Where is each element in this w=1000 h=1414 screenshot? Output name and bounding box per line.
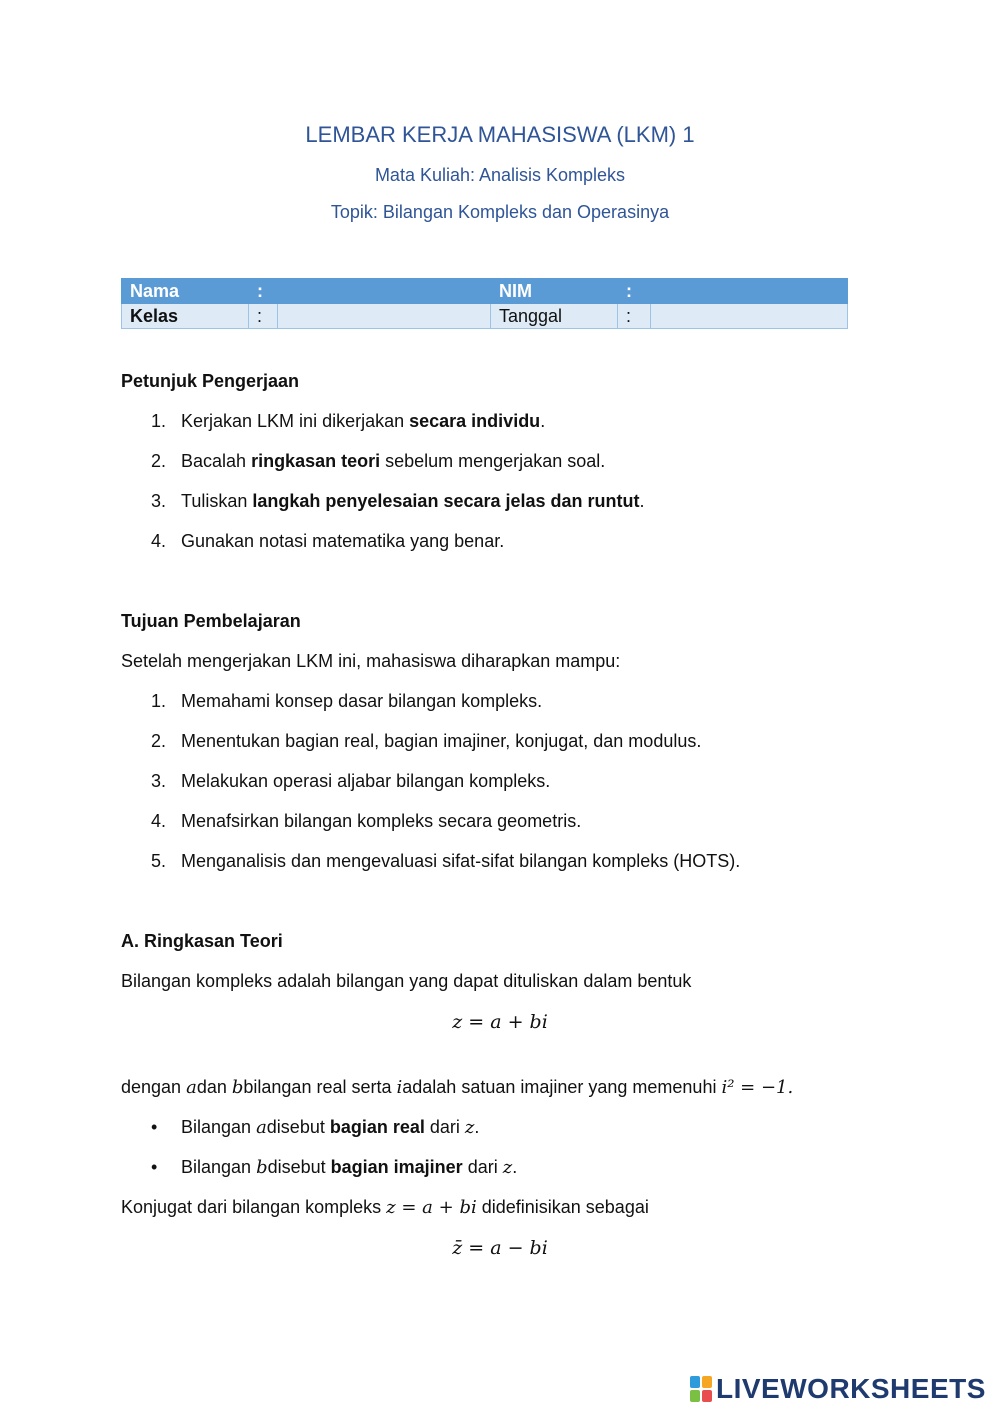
kelas-colon: : xyxy=(249,304,278,329)
logo-tile xyxy=(702,1390,712,1402)
bullet-item xyxy=(151,1117,479,1138)
list-item xyxy=(151,691,542,712)
bullet-item xyxy=(151,1157,517,1178)
list-item xyxy=(151,411,545,432)
list-bold: secara individu xyxy=(409,411,541,431)
tanggal-colon: : xyxy=(618,304,651,329)
list-number: 1. xyxy=(151,411,167,431)
text-segment: bilangan real serta xyxy=(243,1077,397,1097)
list-bold: langkah penyelesaian secara jelas dan runtut xyxy=(252,491,640,511)
var-a: a xyxy=(256,1117,267,1138)
text-segment: disebut xyxy=(266,1117,330,1137)
logo-tile xyxy=(690,1390,700,1402)
list-item xyxy=(151,811,581,832)
equation-standard-form: z = a + bi xyxy=(452,1011,548,1033)
list-bold: ringkasan teori xyxy=(251,451,381,471)
nim-field[interactable] xyxy=(651,279,848,304)
bold-term: bagian imajiner xyxy=(330,1157,463,1177)
list-text: Memahami konsep dasar bilangan kompleks. xyxy=(181,691,543,711)
text-segment: . xyxy=(512,1157,518,1177)
liveworksheets-logo[interactable] xyxy=(690,1373,986,1405)
list-text: Kerjakan LKM ini dikerjakan xyxy=(181,411,410,431)
tujuan-intro: Setelah mengerjakan LKM ini, mahasiswa diharapkan mampu: xyxy=(121,651,621,671)
petunjuk-heading: Petunjuk Pengerjaan xyxy=(121,371,300,391)
list-item xyxy=(151,771,550,792)
var-b: b xyxy=(256,1157,268,1178)
equation-i-squared: i² = −1. xyxy=(721,1077,794,1098)
kelas-field[interactable] xyxy=(278,304,491,329)
var-z: z xyxy=(464,1117,475,1138)
text-segment: adalah satuan imajiner yang memenuhi xyxy=(402,1077,722,1097)
list-text: Menafsirkan bilangan kompleks secara geometris. xyxy=(181,811,582,831)
student-info-table xyxy=(121,278,848,329)
list-text: Menganalisis dan mengevaluasi sifat-sifat bilangan kompleks (HOTS). xyxy=(181,851,741,871)
teori-dengan-line xyxy=(121,1077,793,1098)
list-item xyxy=(151,531,504,552)
equation-conjugate: z̄ = a − bi xyxy=(452,1237,548,1259)
nama-colon: : xyxy=(249,279,278,304)
var-i: i xyxy=(396,1077,403,1098)
info-row-2 xyxy=(122,304,848,329)
logo-tile xyxy=(690,1376,700,1388)
list-item xyxy=(151,491,645,512)
list-text-end: . xyxy=(540,411,546,431)
text-segment: . xyxy=(474,1117,480,1137)
text-segment: dengan xyxy=(121,1077,187,1097)
var-b: b xyxy=(231,1077,244,1098)
list-number: 5. xyxy=(151,851,167,871)
equation-inline: z = a + bi xyxy=(386,1197,477,1218)
bullet-icon: • xyxy=(151,1117,158,1137)
info-row-1 xyxy=(122,279,848,304)
list-number: 3. xyxy=(151,491,167,511)
tanggal-field[interactable] xyxy=(651,304,848,329)
list-item xyxy=(151,731,701,752)
logo-mark-icon xyxy=(690,1376,712,1402)
tanggal-label: Tanggal xyxy=(491,304,618,329)
var-z: z xyxy=(502,1157,513,1178)
list-item xyxy=(151,451,605,472)
text-segment: Bilangan xyxy=(181,1117,257,1137)
var-a: a xyxy=(186,1077,197,1098)
nim-colon: : xyxy=(618,279,651,304)
list-text-end: . xyxy=(639,491,645,511)
list-text: Bacalah xyxy=(181,451,252,471)
logo-wordmark: LIVEWORKSHEETS xyxy=(716,1373,986,1404)
list-text: Gunakan notasi matematika yang benar. xyxy=(181,531,505,551)
text-segment: disebut xyxy=(267,1157,331,1177)
text-segment: dari xyxy=(462,1157,503,1177)
list-text: Tuliskan xyxy=(181,491,253,511)
list-text: Melakukan operasi aljabar bilangan kompleks. xyxy=(181,771,551,791)
list-number: 1. xyxy=(151,691,167,711)
list-number: 4. xyxy=(151,531,167,551)
nama-label: Nama xyxy=(122,279,249,304)
text-segment: dan xyxy=(196,1077,232,1097)
teori-heading: A. Ringkasan Teori xyxy=(121,931,283,951)
worksheet-title: LEMBAR KERJA MAHASISWA (LKM) 1 xyxy=(305,122,695,147)
topic-name: Topik: Bilangan Kompleks dan Operasinya xyxy=(330,202,670,222)
teori-intro: Bilangan kompleks adalah bilangan yang dapat dituliskan dalam bentuk xyxy=(121,971,692,991)
text-segment: Konjugat dari bilangan kompleks xyxy=(121,1197,387,1217)
text-segment: didefinisikan sebagai xyxy=(476,1197,649,1217)
list-number: 3. xyxy=(151,771,167,791)
list-number: 4. xyxy=(151,811,167,831)
logo-tile xyxy=(702,1376,712,1388)
text-segment: Bilangan xyxy=(181,1157,257,1177)
list-text-end: sebelum mengerjakan soal. xyxy=(380,451,606,471)
list-number: 2. xyxy=(151,451,167,471)
nim-label: NIM xyxy=(491,279,618,304)
nama-field[interactable] xyxy=(278,279,491,304)
bold-term: bagian real xyxy=(329,1117,425,1137)
bullet-icon: • xyxy=(151,1157,158,1177)
tujuan-heading: Tujuan Pembelajaran xyxy=(121,611,301,631)
list-item xyxy=(151,851,740,872)
list-text: Menentukan bagian real, bagian imajiner, konjugat, dan modulus. xyxy=(181,731,702,751)
konjugat-line xyxy=(121,1197,649,1218)
course-name: Mata Kuliah: Analisis Kompleks xyxy=(374,165,626,185)
kelas-label: Kelas xyxy=(122,304,249,329)
text-segment: dari xyxy=(424,1117,465,1137)
list-number: 2. xyxy=(151,731,167,751)
